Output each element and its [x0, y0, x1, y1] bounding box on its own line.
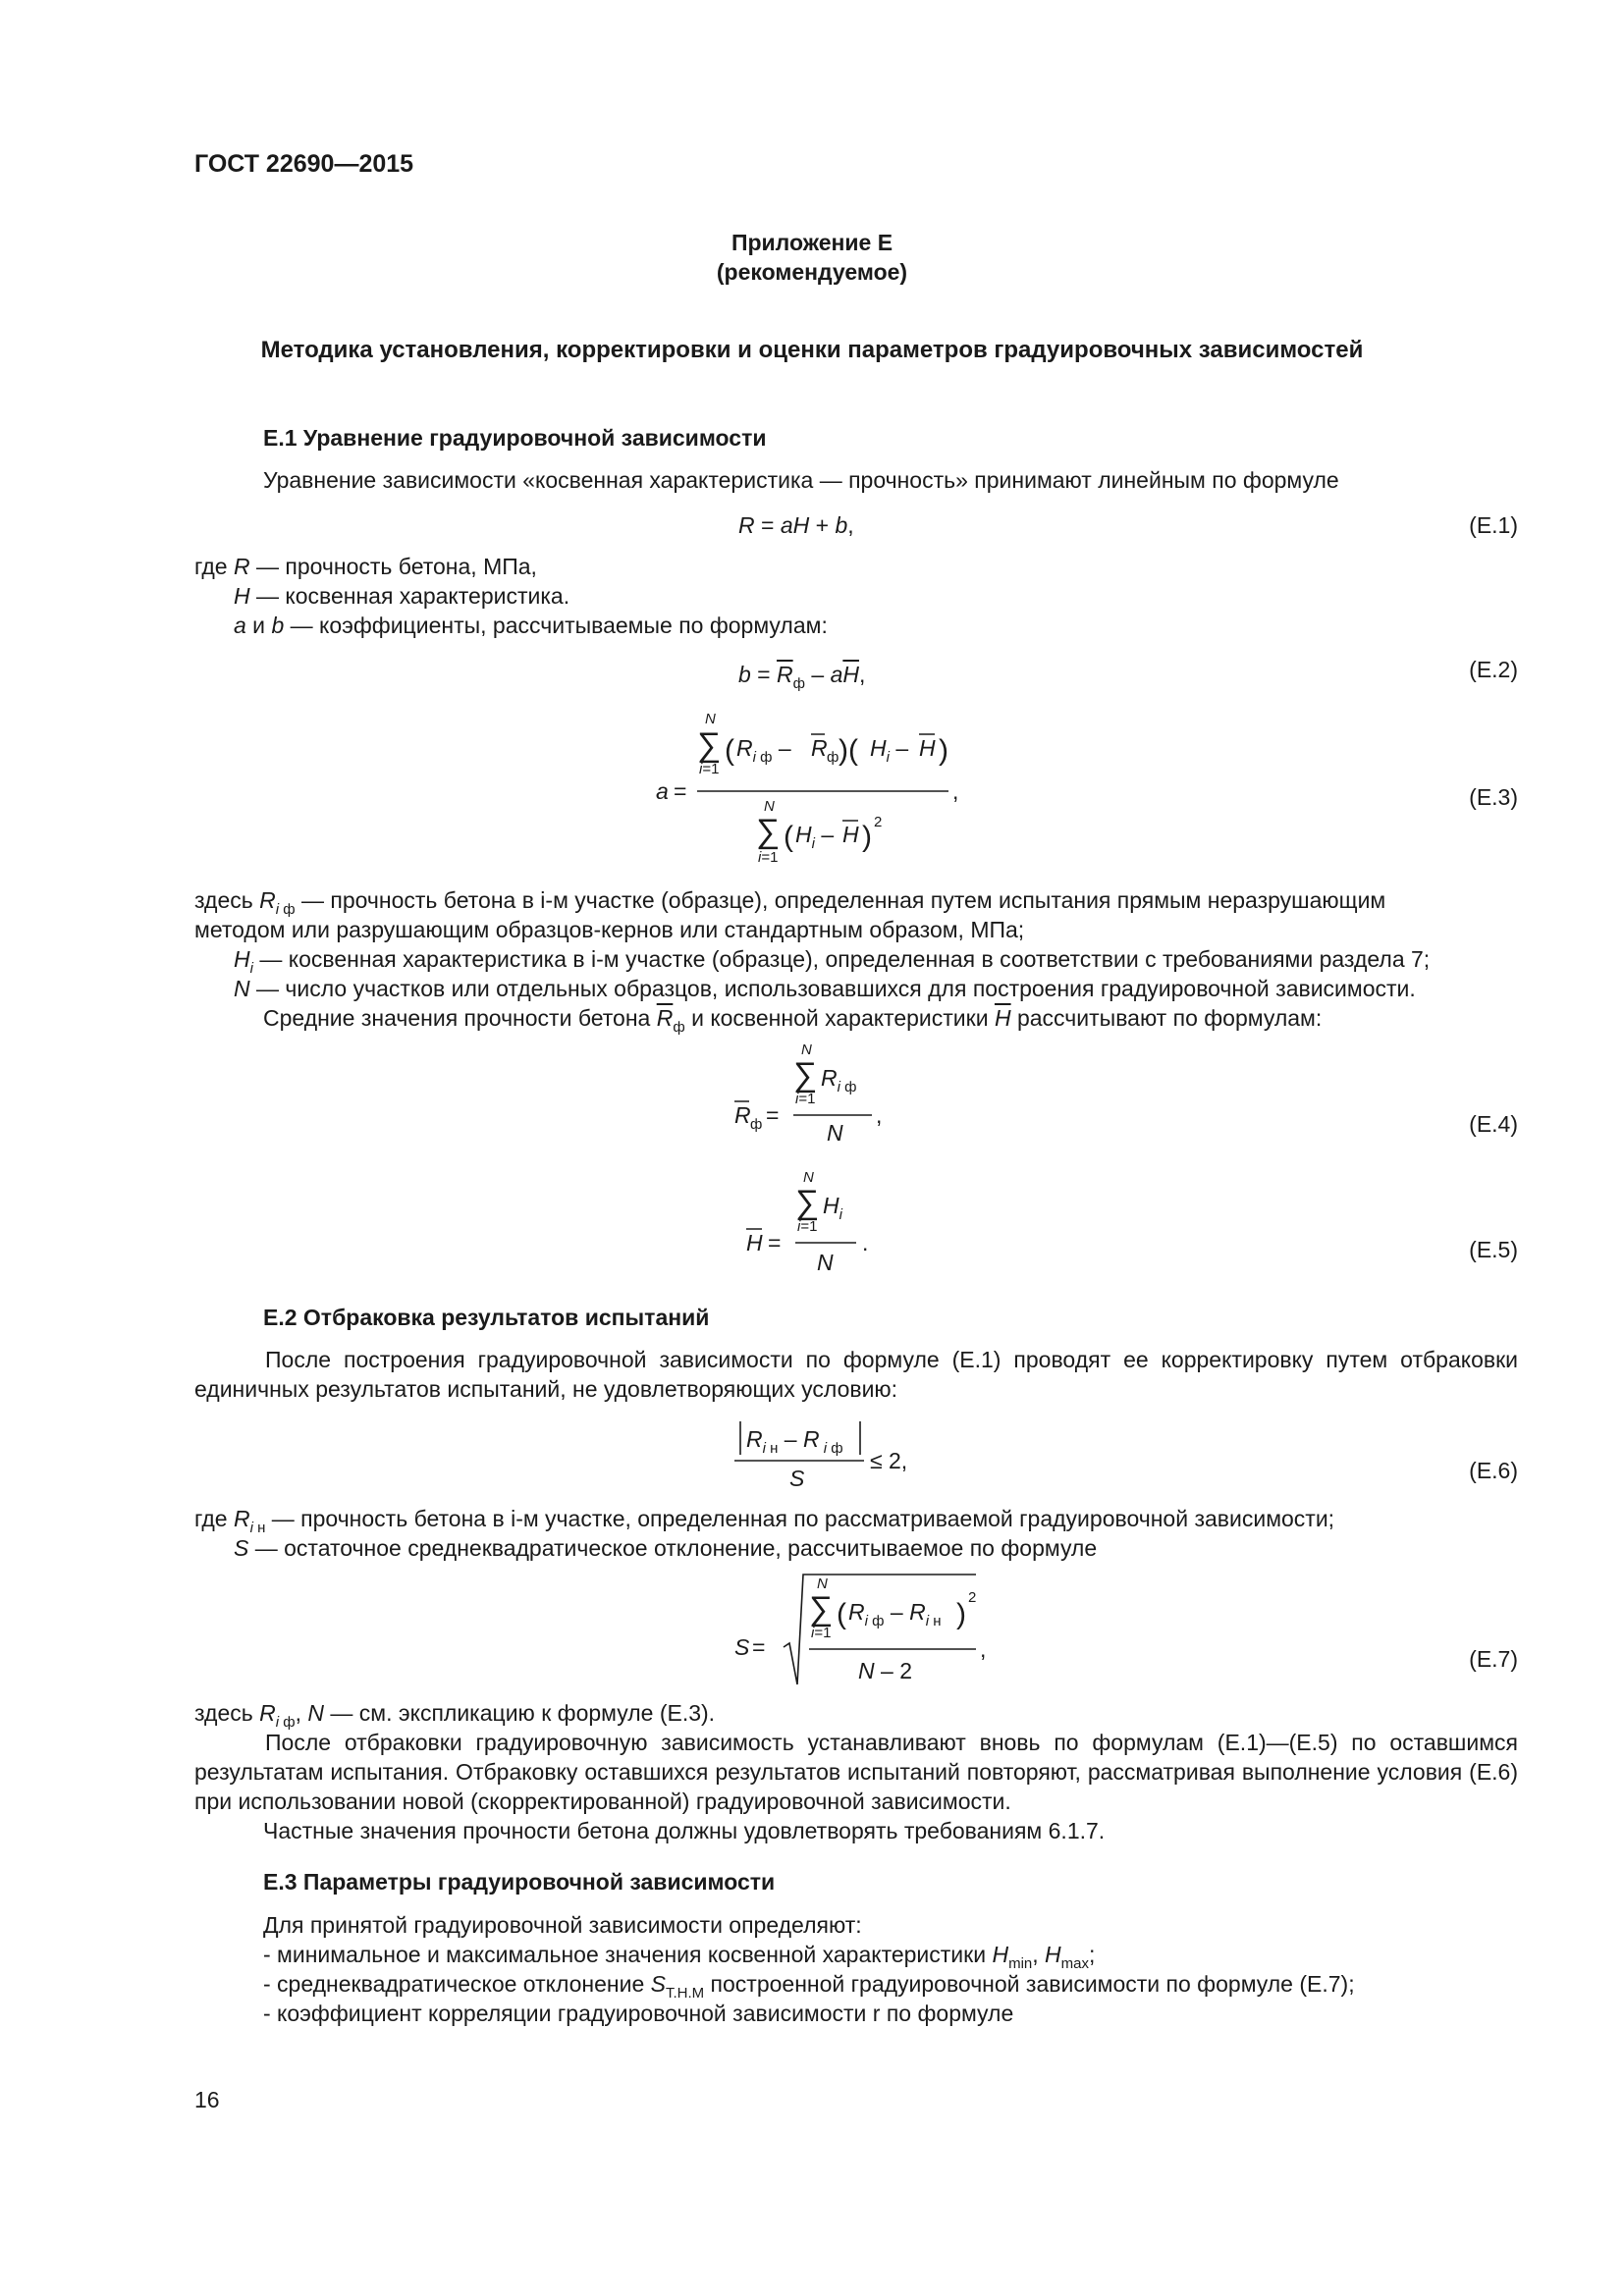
svg-text:=: =	[768, 1230, 782, 1255]
here-reference: здесь $R_{i ф}$, N — см. экспликацию к формуле (Е.3).	[194, 1700, 716, 1731]
section-e3-item-1: - минимальное и максимальное значения косвенной характеристики $H_{min}$, $H_{max}$;	[263, 1942, 1096, 1972]
svg-text:i=1: i=1	[699, 761, 720, 777]
svg-text:i=1: i=1	[811, 1625, 832, 1641]
equation-number-e1: (Е.1)	[1469, 512, 1518, 538]
section-e1-intro: Уравнение зависимости «косвенная характеристика — прочность» принимают линейным по формуле	[263, 467, 1339, 493]
svg-text:R: R	[811, 735, 828, 761]
svg-text:R: R	[734, 1102, 751, 1128]
svg-text:∑: ∑	[793, 1056, 818, 1094]
svg-text:=: =	[752, 1634, 766, 1660]
svg-text:,: ,	[952, 778, 959, 804]
svg-text:S: S	[734, 1634, 750, 1660]
main-title: Методика установления, корректировки и оценки параметров градуировочных зависимостей	[260, 337, 1364, 363]
page-number: 16	[194, 2087, 220, 2112]
svg-text:i=1: i=1	[795, 1091, 816, 1107]
svg-text:N: N	[817, 1250, 834, 1275]
section-e2-paragraph-2: После отбраковки градуировочную зависимость устанавливают вновь по формулам (Е.1)—(Е.5) по оставшимся результатам испытания. Отбраковку оставшихся результатов испытаний повторяют, рассматривая выполнение условия (Е.6) при использовании новой (скорректированной) градуировочной зависимости.	[194, 1730, 1518, 1814]
svg-text:i=1: i=1	[758, 849, 779, 866]
svg-text:=: =	[766, 1102, 780, 1128]
svg-text:N: N	[817, 1575, 828, 1592]
section-e3-item-3: - коэффициент корреляции градуировочной зависимости r по формуле	[263, 2001, 1014, 2026]
equation-number-e2: (Е.2)	[1469, 657, 1518, 682]
svg-text:ф: ф	[750, 1116, 763, 1133]
svg-text:∑: ∑	[809, 1590, 834, 1628]
formula-e3	[656, 713, 970, 870]
svg-text:N: N	[803, 1170, 814, 1186]
formula-e1: R = aH + b,	[738, 512, 854, 538]
means-sentence: Средние значения прочности бетона $\overline{R}_ф$ и косвенной характеристики $\overline{H}$ рассчитывают по формулам:	[263, 1005, 1323, 1036]
svg-text:ф: ф	[827, 749, 839, 766]
svg-text:Ri ф: $R_i$ ф	[821, 1065, 857, 1095]
formula-e4	[734, 1042, 892, 1150]
svg-text:Hi –: $H_i$ –	[870, 735, 909, 766]
svg-text:2: 2	[968, 1589, 977, 1606]
svg-text:2: 2	[874, 814, 883, 830]
formula-e5	[746, 1170, 893, 1278]
document-standard-header: ГОСТ 22690—2015	[194, 150, 414, 178]
where-S: S — остаточное среднеквадратическое отклонение, рассчитываемое по формуле	[234, 1535, 1098, 1561]
appendix-title: Приложение Е	[731, 230, 893, 255]
svg-text:N – 2: N – 2	[858, 1658, 912, 1683]
svg-text:=: =	[674, 778, 687, 804]
section-e2-heading: Е.2 Отбраковка результатов испытаний	[263, 1305, 710, 1330]
svg-text:H: H	[919, 735, 936, 761]
svg-text:Ri ф –: $R_i$ ф –	[736, 735, 791, 766]
svg-text:Hi –: $H_i$ –	[795, 822, 835, 852]
svg-text:): )	[939, 734, 948, 767]
svg-text:): )	[862, 821, 872, 853]
svg-text:Ri н – R i ф: $R_i$ н – R $_i$ ф	[746, 1426, 843, 1457]
svg-text:S: S	[789, 1466, 805, 1491]
here-R-i-f: здесь $R_{i ф}$ — прочность бетона в i-м участке (образце), определенная путем испытания прямым неразрушающим	[194, 887, 1386, 918]
svg-text:)(: )(	[839, 734, 858, 767]
formula-e7	[734, 1569, 990, 1696]
svg-text:≤ 2,: ≤ 2,	[870, 1448, 908, 1473]
equation-number-e7: (Е.7)	[1469, 1646, 1518, 1672]
where-R-i-n: где $R_{i н}$ — прочность бетона в i-м участке, определенная по рассматриваемой градуировочной зависимости;	[194, 1506, 1335, 1536]
equation-number-e3: (Е.3)	[1469, 784, 1518, 810]
where-H: H — косвенная характеристика.	[234, 583, 570, 609]
here-H-i: $H_i$ — косвенная характеристика в i-м участке (образце), определенная в соответствии с требованиями раздела 7;	[234, 946, 1431, 977]
svg-text:∑: ∑	[795, 1184, 820, 1221]
svg-text:∑: ∑	[756, 813, 781, 850]
svg-text:i=1: i=1	[797, 1218, 818, 1235]
appendix-status: (рекомендуемое)	[716, 259, 908, 285]
svg-text:H: H	[842, 822, 859, 847]
equation-number-e4: (Е.4)	[1469, 1111, 1518, 1137]
section-e2-paragraph-1: После построения градуировочной зависимости по формуле (Е.1) проводят ее корректировку путем отбраковки единичных результатов испытаний, не удовлетворяющих условию:	[194, 1347, 1518, 1402]
section-e3-intro: Для принятой градуировочной зависимости определяют:	[263, 1912, 862, 1938]
svg-text:N: N	[827, 1120, 843, 1146]
svg-text:): )	[956, 1598, 966, 1630]
where-a-b: a и b — коэффициенты, рассчитываемые по формулам:	[234, 613, 828, 638]
equation-number-e6: (Е.6)	[1469, 1458, 1518, 1483]
svg-text:N: N	[705, 713, 716, 727]
formula-e2: $b = \overline{R}_ф - a\overline{H}$,	[738, 662, 866, 692]
section-e1-heading: Е.1 Уравнение градуировочной зависимости	[263, 425, 767, 451]
svg-text:.: .	[862, 1230, 869, 1255]
section-e3-item-2: - среднеквадратическое отклонение $S_{Т.Н.М}$ построенной градуировочной зависимости по формуле (Е.7);	[263, 1971, 1355, 2002]
here-R-i-f-cont: методом или разрушающим образцов-кернов или стандартным образом, МПа;	[194, 917, 1025, 942]
formula-e6	[734, 1415, 931, 1494]
here-N: N — число участков или отдельных образцов, использовавшихся для построения градуировочной зависимости.	[234, 976, 1416, 1001]
svg-text:N: N	[801, 1042, 812, 1058]
where-R: где R — прочность бетона, МПа,	[194, 554, 537, 579]
svg-text:(: (	[725, 734, 734, 767]
svg-text:,: ,	[876, 1102, 883, 1128]
svg-text:H: H	[746, 1230, 763, 1255]
equation-number-e5: (Е.5)	[1469, 1237, 1518, 1262]
svg-text:Ri ф – Ri н: $R_i$ ф – $R_i$ н	[848, 1599, 942, 1629]
svg-text:∑: ∑	[697, 726, 722, 764]
section-e3-heading: Е.3 Параметры градуировочной зависимости	[263, 1869, 776, 1895]
svg-text:Hi: $H_i$	[823, 1193, 842, 1223]
svg-text:N: N	[764, 798, 775, 815]
section-e2-paragraph-3: Частные значения прочности бетона должны удовлетворять требованиям 6.1.7.	[263, 1818, 1106, 1843]
svg-text:a: a	[656, 778, 669, 804]
svg-text:(: (	[837, 1598, 846, 1630]
svg-text:(: (	[784, 821, 793, 853]
svg-text:,: ,	[980, 1636, 987, 1662]
